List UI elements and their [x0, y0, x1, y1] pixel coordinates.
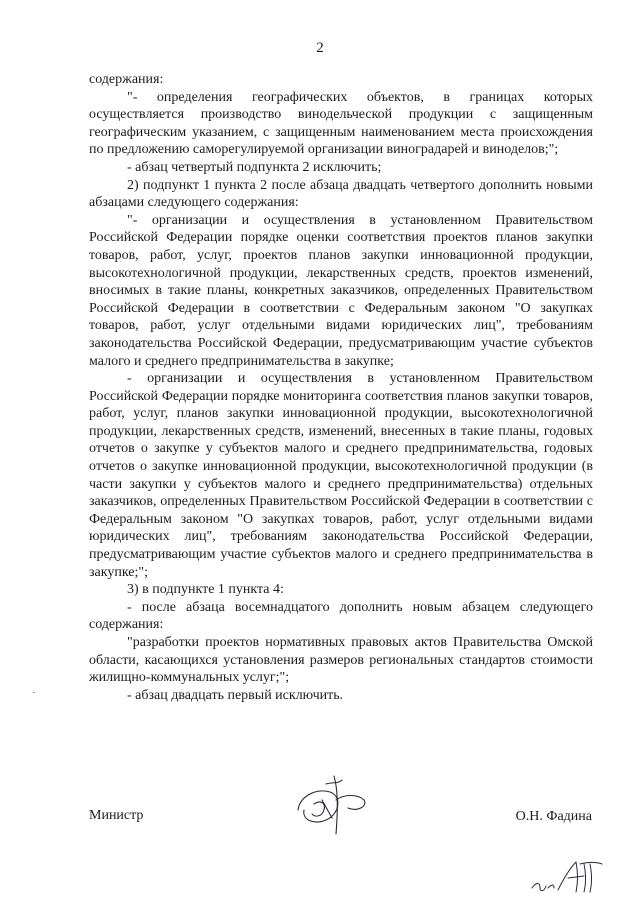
- signature-block: [0, 764, 640, 844]
- paragraph-continuation: содержания:: [89, 72, 164, 87]
- margin-mark: [33, 692, 35, 693]
- paragraph-quote-geographic-objects: "- определения географических объектов, в границах которых осуществляется производство винодельческой продукции с защищенным географическим указанием, с защищенным наименованием места происхождения по предложению саморегулируемой организации виноградарей и виноделов;";: [89, 89, 593, 158]
- paragraph-quote-regulations: "разработки проектов нормативных правовых актов Правительства Омской области, касающихся установления размеров региональных стандартов стоимости жилищно-коммунальных услуг;";: [89, 635, 593, 686]
- signer-title: Министр: [89, 808, 144, 823]
- signer-name: О.Н. Фадина: [515, 809, 592, 824]
- paragraph-after-eighteenth: - после абзаца восемнадцатого дополнить новым абзацем следующего содержания:: [89, 599, 593, 633]
- handwritten-initials: [528, 858, 608, 898]
- paragraph-item-3: 3) в подпункте 1 пункта 4:: [127, 582, 284, 598]
- document-body: [89, 71, 593, 704]
- handwritten-signature: [292, 770, 372, 838]
- page-number: 2: [316, 40, 324, 56]
- paragraph-delete-fourth: - абзац четвертый подпункта 2 исключить;: [127, 159, 382, 175]
- paragraph-quote-monitoring: - организации и осуществления в установленном Правительством Российской Федерации порядке мониторинга соответствия планов закупки товаров, работ, услуг, планов закупки инновационной продукции, высокотехнологичной продукции, лекарственных средств, изменений, внесенных в такие планы, годовых отчетов о закупке у субъектов малого и среднего предпринимательства, годовых отчетов о закупке инновационной продукции, высокотехнологичной продукции (в части закупки у субъектов малого и среднего предпринимательства) отдельных заказчиков, определенных Правительством Российской Федерации в соответствии с Федеральным законом "О закупках товаров, работ, услуг отдельными видами юридических лиц", требованиям законодательства Российской Федерации, предусматривающим участие субъектов малого и среднего предпринимательства в закупке;";: [89, 371, 593, 580]
- paragraph-quote-assessment: "- организации и осуществления в установленном Правительством Российской Федерации порядке оценки соответствия проектов планов закупки товаров, работ, услуг, проектов планов закупки инновационной продукции, высокотехнологичной продукции, лекарственных средств, проектов изменений, вносимых в такие планы, конкретных заказчиков, определенных Правительством Российской Федерации в соответствии с Федеральным законом "О закупках товаров, работ, услуг отдельными видами юридических лиц", требованиям законодательства Российской Федерации, предусматривающим участие субъектов малого и среднего предпринимательства в закупке;: [89, 212, 593, 369]
- paragraph-delete-twenty-first: - абзац двадцать первый исключить.: [127, 687, 344, 703]
- paragraph-item-2: 2) подпункт 1 пункта 2 после абзаца двадцать четвертого дополнить новыми абзацами следующего содержания:: [89, 177, 593, 211]
